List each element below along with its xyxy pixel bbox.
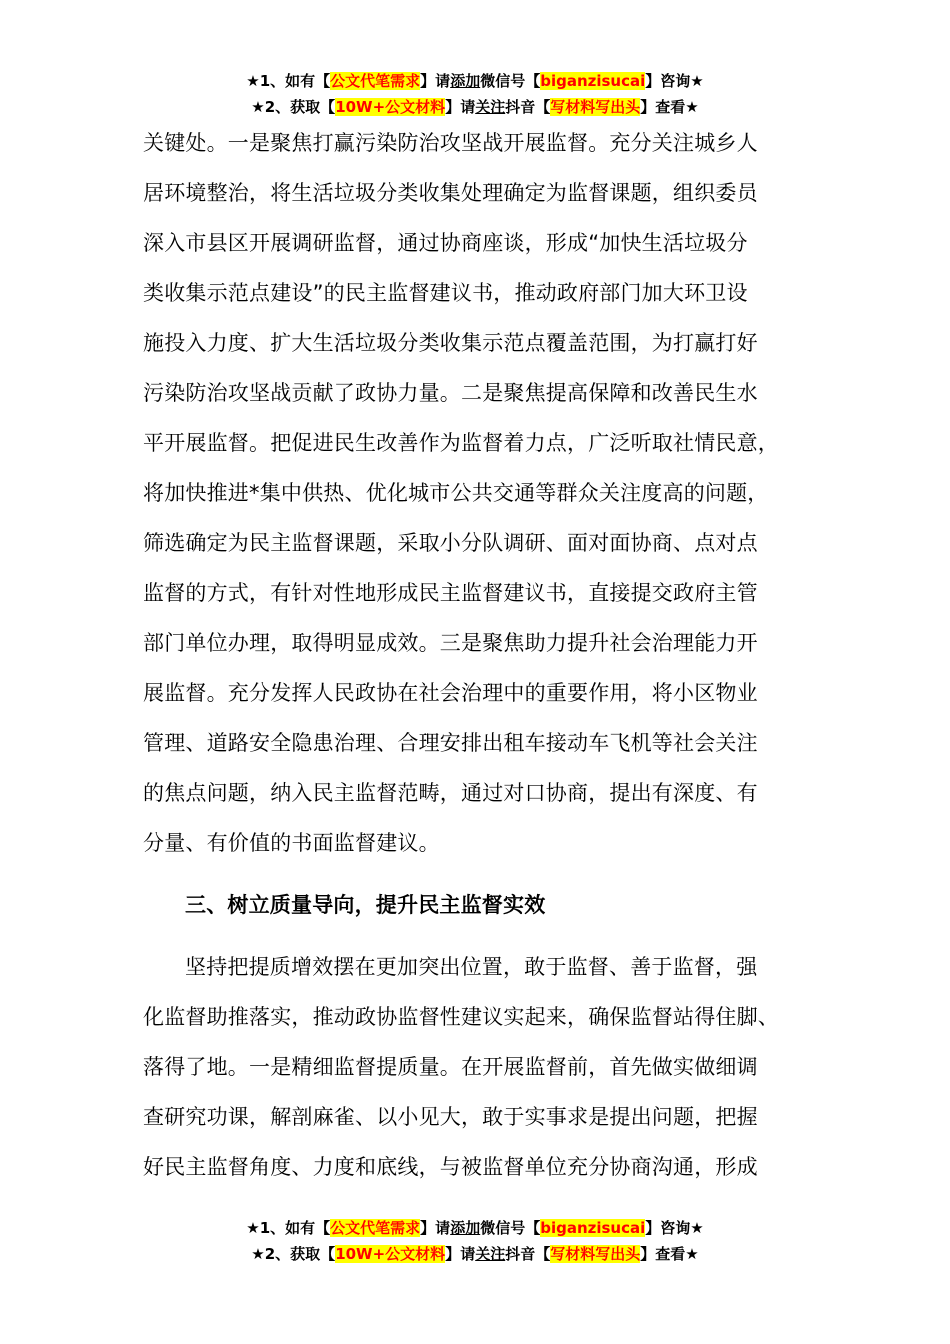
- footer-banner: [0, 1215, 950, 1267]
- text-line: 类收集示范点建设”的民主监督建议书，推动政府部门加大环卫设: [143, 281, 748, 305]
- text-line: 监督的方式，有针对性地形成民主监督建议书，直接提交政府主管: [143, 581, 758, 605]
- text-line: 的焦点问题，纳入民主监督范畴，通过对口协商，提出有深度、有: [143, 781, 758, 805]
- text-line: 化监督助推落实，推动政协监督性建议实起来，确保监督站得住脚、: [143, 1005, 779, 1029]
- paragraph-2: [143, 942, 843, 1192]
- banner-text: 】请: [445, 1245, 476, 1263]
- banner-text: 】请: [420, 1219, 451, 1237]
- banner-text: 】咨询★: [645, 1219, 704, 1237]
- douyin-id-highlight: 写材料写出头: [550, 1245, 641, 1263]
- banner-line-1: [0, 68, 950, 94]
- banner-text: 】请: [420, 72, 451, 90]
- section-heading: 三、树立质量导向，提升民主监督实效: [185, 893, 546, 917]
- paragraph-1: [143, 118, 843, 868]
- banner-text: 微信号【: [480, 72, 541, 90]
- text-line: 管理、道路安全隐患治理、合理安排出租车接动车飞机等社会关注: [143, 731, 758, 755]
- header-banner: [0, 68, 950, 120]
- text-line: 好民主监督角度、力度和底线，与被监督单位充分协商沟通，形成: [143, 1155, 758, 1179]
- text-line: 居环境整治，将生活垃圾分类收集处理确定为监督课题，组织委员: [143, 181, 758, 205]
- banner-line-1: [0, 1215, 950, 1241]
- wechat-id-highlight: biganzisucai: [540, 1219, 646, 1237]
- highlight-text: 公文代笔需求: [330, 72, 421, 90]
- text-line: 施投入力度、扩大生活垃圾分类收集示范点覆盖范围，为打赢打好: [143, 331, 758, 355]
- text-line: 坚持把提质增效摆在更加突出位置，敢于监督、善于监督，强: [185, 955, 758, 979]
- banner-text: 抖音【: [505, 98, 551, 116]
- highlight-text: 10W+公文材料: [335, 98, 446, 116]
- text-line: 污染防治攻坚战贡献了政协力量。二是聚焦提高保障和改善民生水: [143, 381, 758, 405]
- highlight-text: 10W+公文材料: [335, 1245, 446, 1263]
- text-line: 查研究功课，解剖麻雀、以小见大，敢于实事求是提出问题，把握: [143, 1105, 758, 1129]
- banner-text: ★1、如有【: [246, 72, 331, 90]
- banner-text: 】查看★: [640, 98, 699, 116]
- banner-text: 】咨询★: [645, 72, 704, 90]
- text-line: 分量、有价值的书面监督建议。: [143, 831, 440, 855]
- text-line: 将加快推进*集中供热、优化城市公共交通等群众关注度高的问题，: [143, 481, 769, 505]
- banner-line-2: [0, 1241, 950, 1267]
- document-body: [143, 118, 843, 1192]
- underlined-text: 添加: [450, 72, 481, 90]
- banner-line-2: [0, 94, 950, 120]
- banner-text: ★1、如有【: [246, 1219, 331, 1237]
- douyin-id-highlight: 写材料写出头: [550, 98, 641, 116]
- text-line: 落得了地。一是精细监督提质量。在开展监督前，首先做实做细调: [143, 1055, 758, 1079]
- banner-text: 抖音【: [505, 1245, 551, 1263]
- underlined-text: 关注: [475, 1245, 506, 1263]
- text-line: 部门单位办理，取得明显成效。三是聚焦助力提升社会治理能力开: [143, 631, 758, 655]
- banner-text: 】请: [445, 98, 476, 116]
- underlined-text: 关注: [475, 98, 506, 116]
- highlight-text: 公文代笔需求: [330, 1219, 421, 1237]
- text-line: 深入市县区开展调研监督，通过协商座谈，形成“加快生活垃圾分: [143, 231, 748, 255]
- banner-text: 微信号【: [480, 1219, 541, 1237]
- underlined-text: 添加: [450, 1219, 481, 1237]
- text-line: 关键处。一是聚焦打赢污染防治攻坚战开展监督。充分关注城乡人: [143, 131, 758, 155]
- text-line: 平开展监督。把促进民生改善作为监督着力点，广泛听取社情民意，: [143, 431, 779, 455]
- text-line: 筛选确定为民主监督课题，采取小分队调研、面对面协商、点对点: [143, 531, 758, 555]
- wechat-id-highlight: biganzisucai: [540, 72, 646, 90]
- banner-text: 】查看★: [640, 1245, 699, 1263]
- banner-text: ★2、获取【: [251, 98, 336, 116]
- text-line: 展监督。充分发挥人民政协在社会治理中的重要作用，将小区物业: [143, 681, 758, 705]
- banner-text: ★2、获取【: [251, 1245, 336, 1263]
